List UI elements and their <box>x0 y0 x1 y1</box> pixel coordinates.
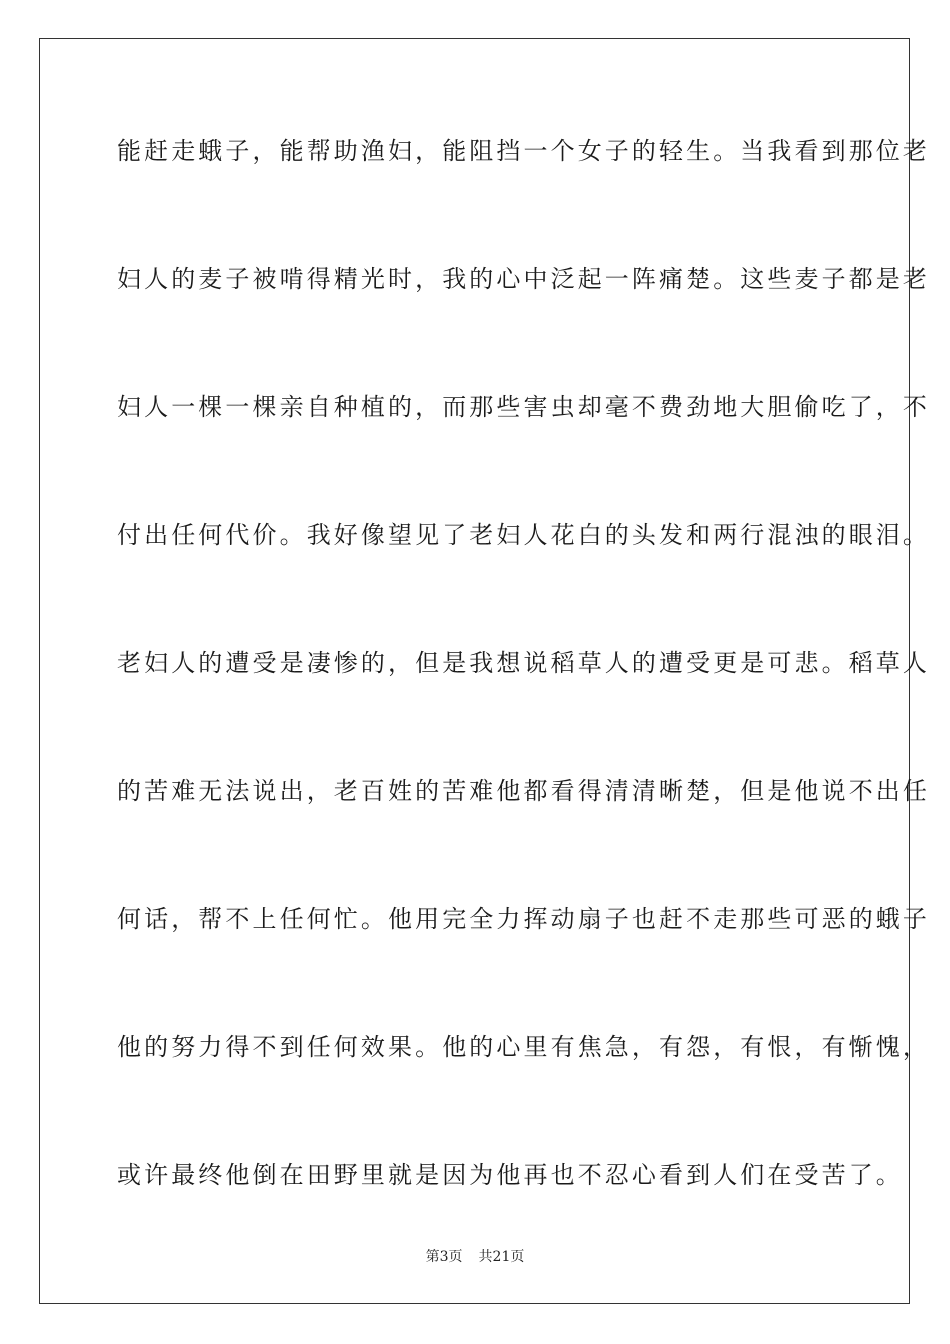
text-line: 的苦难无法说出，老百姓的苦难他都看得清清晰楚，但是他说不出任 <box>117 777 930 805</box>
page-footer <box>0 1246 950 1266</box>
page-number: 第3页 <box>425 1249 463 1265</box>
page-total: 共21页 <box>478 1249 525 1265</box>
text-line: 妇人一棵一棵亲自种植的，而那些害虫却毫不费劲地大胆偷吃了，不 <box>117 393 930 421</box>
text-line: 妇人的麦子被啃得精光时，我的心中泛起一阵痛楚。这些麦子都是老 <box>117 265 930 293</box>
text-line: 老妇人的遭受是凄惨的，但是我想说稻草人的遭受更是可悲。稻草人 <box>117 649 930 677</box>
text-line: 付出任何代价。我好像望见了老妇人花白的头发和两行混浊的眼泪。 <box>117 521 930 549</box>
text-line: 何话，帮不上任何忙。他用完全力挥动扇子也赶不走那些可恶的蛾子 <box>117 905 930 933</box>
text-line: 他的努力得不到任何效果。他的心里有焦急，有怨，有恨，有惭愧， <box>117 1033 930 1061</box>
document-body <box>117 126 930 1278</box>
text-line: 或许最终他倒在田野里就是因为他再也不忍心看到人们在受苦了。 <box>117 1161 903 1189</box>
text-line: 能赶走蛾子，能帮助渔妇，能阻挡一个女子的轻生。当我看到那位老 <box>117 137 930 165</box>
